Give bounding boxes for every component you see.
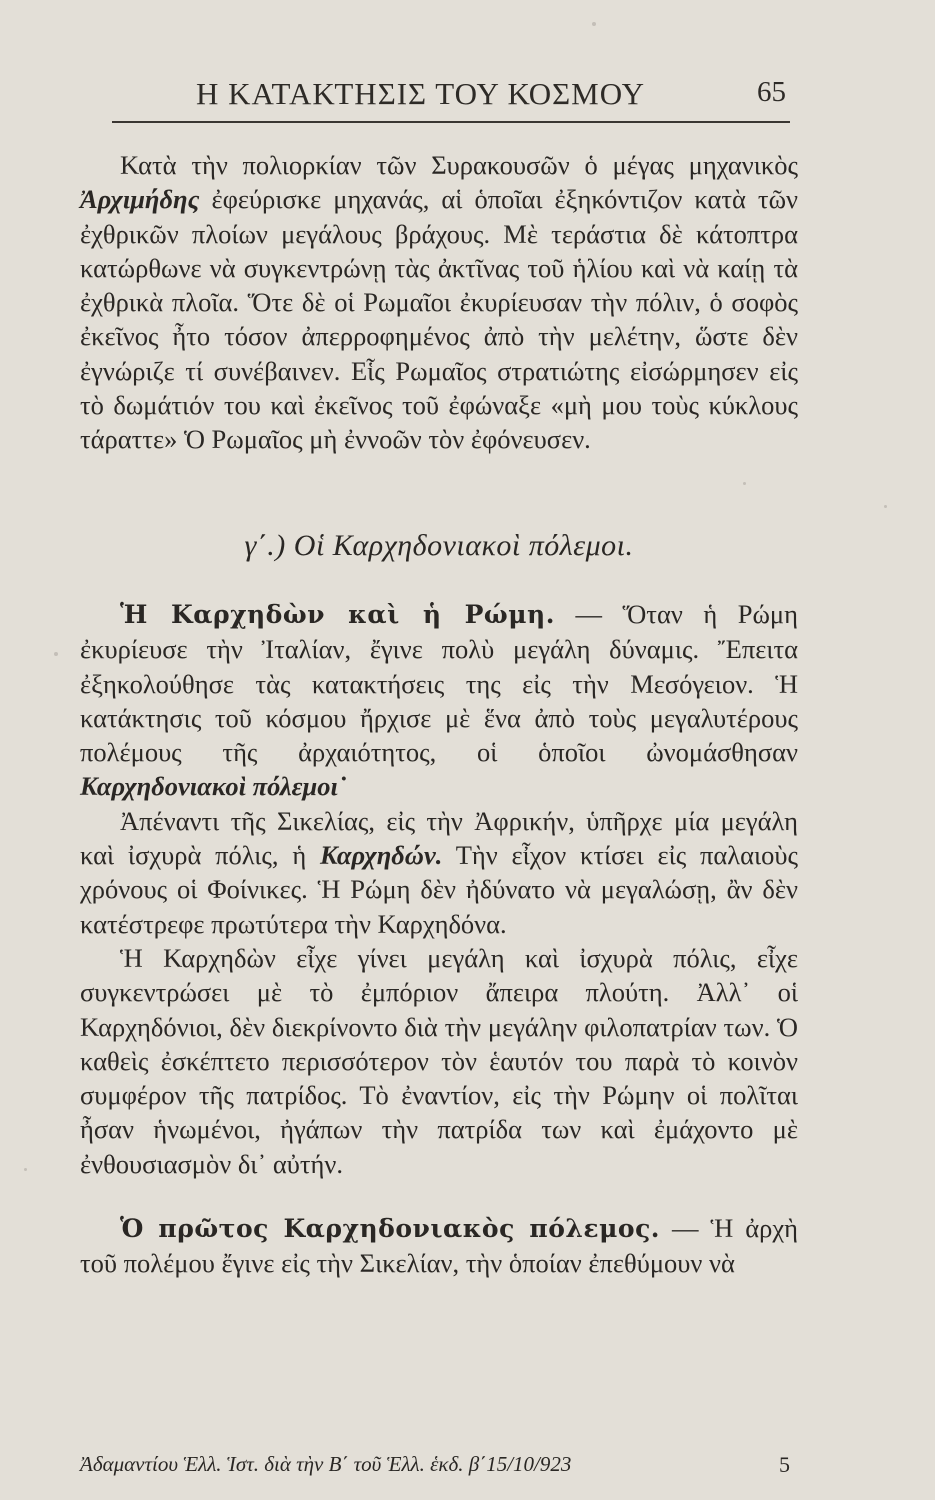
paper-speck (54, 652, 58, 656)
running-title: Η ΚΑΤΑΚΤΗΣΙΣ ΤΟΥ ΚΟΣΜΟΥ (196, 76, 645, 111)
text-span: — Ὅταν ἡ Ρώμη ἐκυρίευσε τὴν Ἰταλίαν, ἔγινε πολὺ μεγάλη δύναμις. Ἔπειτα ἐξηκολούθησε τὰς κατακτήσεις της εἰς τὴν Μεσόγειον. Ἡ κατάκτησις τοῦ κόσμου ἤρχισε μὲ ἕνα ἀπὸ τοὺς μεγαλυτέρους πολέμους τῆς ἀρχαιότητος, οἱ ὁποῖοι ὠνομάσθησαν (80, 598, 798, 768)
section-title: γ΄.) Οἱ Καρχηδονιακοὶ πόλεμοι. (244, 528, 634, 562)
page-header (110, 76, 790, 118)
footer-signature: 5 (779, 1452, 790, 1477)
emphasis-carthage: Καρχηδών. (320, 840, 443, 871)
emphasis-archimedes: Ἀρχιμήδης (80, 184, 200, 215)
page-body (80, 148, 798, 1281)
paragraph-archimedes (80, 148, 798, 457)
paper-speck (24, 1168, 27, 1171)
text-span: Κατὰ τὴν πολιορκίαν τῶν Συρακουσῶν ὁ μέγας μηχανικὸς (120, 150, 798, 180)
text-span: — Ἡ ἀρχὴ τοῦ πολέμου ἔγινε εἰς τὴν Σικελίαν, τὴν ὁποίαν ἐπεθύμουν νὰ (80, 1213, 798, 1279)
text-span: Ἀπέναντι τῆς Σικελίας, εἰς τὴν Ἀφρικήν, ὑπῆρχε μία μεγάλη καὶ ἰσχυρὰ πόλις, ἡ (80, 805, 798, 871)
text-span: ἐφεύρισκε μηχανάς, αἱ ὁποῖαι ἐξηκόντιζον κατὰ τῶν ἐχθρικῶν πλοίων μεγάλους βράχους. Μὲ τεράστια δὲ κάτοπτρα κατώρθωνε νὰ συγκεντρώνῃ τὰς ἀκτῖνας τοῦ ἡλίου καὶ νὰ καίῃ τὰ ἐχθρικὰ πλοῖα. Ὅτε δὲ οἱ Ρωμαῖοι ἐκυρίευσαν τὴν πόλιν, ὁ σοφὸς ἐκεῖνος ἦτο τόσον ἀπερροφημένος ἀπὸ τὴν μελέτην, ὥστε δὲν ἐγνώριζε τί συνέβαινεν. Εἷς Ρωμαῖος στρατιώτης εἰσώρμησεν εἰς τὸ δωμάτιόν του καὶ ἐκεῖνος τοῦ ἐφώναξε «μὴ μου τοὺς κύκλους τάραττε» Ὁ Ρωμαῖος μὴ ἐννοῶν τὸν ἐφόνευσεν. (80, 184, 799, 455)
subheading-carthage-rome: Ἡ Καρχηδὼν καὶ ἡ Ρώμη. (120, 599, 555, 629)
paragraph-carthage-city (80, 804, 798, 941)
paper-speck (743, 482, 746, 485)
emphasis-carthaginian-wars: Καρχηδονιακοὶ πόλεμοι˙ (80, 771, 347, 802)
paragraph-first-war (80, 1211, 798, 1281)
page-footer (80, 1452, 790, 1477)
paper-speck (884, 505, 887, 508)
paper-speck (592, 22, 596, 26)
page-number: 65 (757, 76, 786, 108)
footer-imprint: Ἀδαμαντίου Ἑλλ. Ἱστ. διὰ τὴν Β΄ τοῦ Ἑλλ. ἑκδ. β΄15/10/923 (80, 1452, 572, 1476)
subheading-first-war: Ὁ πρῶτος Καρχηδονιακὸς πόλεμος. (120, 1214, 660, 1244)
paragraph-carthage-wealth: Ἡ Καρχηδὼν εἶχε γίνει μεγάλη καὶ ἰσχυρὰ πόλις, εἶχε συγκεντρώσει μὲ τὸ ἐμπόριον ἄπειρα πλούτη. Ἀλλ᾽ οἱ Καρχηδόνιοι, δὲν διεκρίνοντο διὰ τὴν μεγάλην φιλοπατρίαν των. Ὁ καθεὶς ἐσκέπτετο περισσότερον τὸν ἑαυτόν του παρὰ τὸ κοινὸν συμφέρον τῆς πατρίδος. Τὸ ἐναντίον, εἰς τὴν Ρώμην οἱ πολῖται ἦσαν ἡνωμένοι, ἠγάπων τὴν πατρίδα των καὶ ἐμάχοντο μὲ ἐνθουσιασμὸν δι᾽ αὐτήν. (80, 942, 798, 1179)
paragraph-carthage-rome (80, 597, 798, 804)
text-span: Τὴν εἶχον κτίσει εἰς παλαιοὺς χρόνους οἱ Φοίνικες. Ἡ Ρώμη δὲν ἠδύνατο νὰ μεγαλώσῃ, ἂν δὲν κατέστρεφε πρωτύτερα τὴν Καρχηδόνα. (80, 840, 798, 939)
header-rule (112, 121, 790, 123)
